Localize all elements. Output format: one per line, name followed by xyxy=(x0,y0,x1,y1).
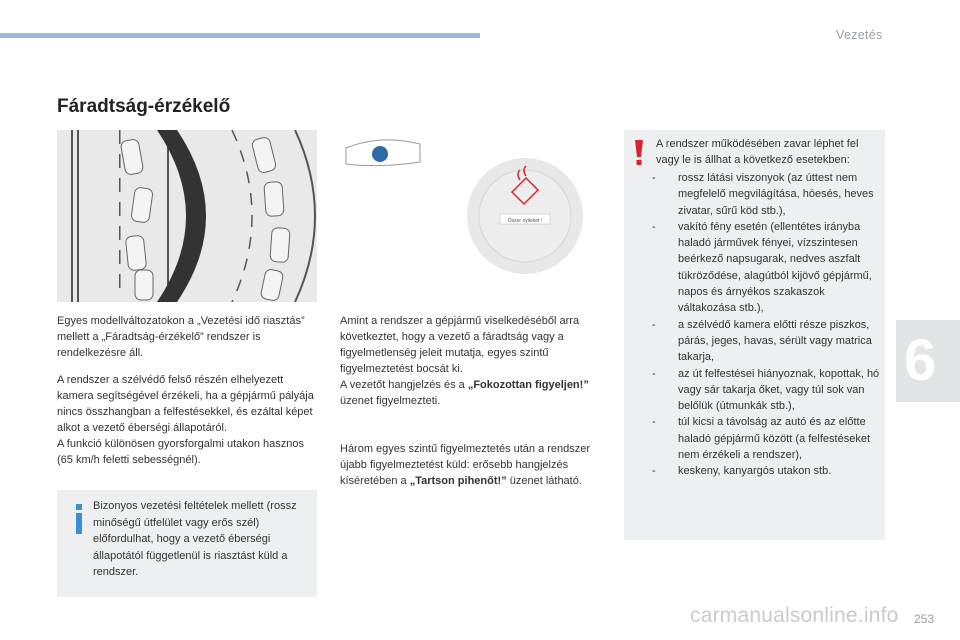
list-item: - túl kicsi a távolság az autó és az előtte haladó gépjármű között (a felfestéseket nem érzékeli a rendszer), xyxy=(652,416,871,462)
list-item: - rossz látási viszonyok (az úttest nem megfelelő megvilágítása, hóesés, heves zivatar, sűrű köd stb.), xyxy=(652,172,874,217)
info-box xyxy=(57,490,317,597)
chapter-number: 6 xyxy=(904,328,937,393)
second-alert-paragraph: Három egyes szintű figyelmeztetés után a rendszer újabb figyelmeztetést küld: erősebb hangjelzés kíséretében a „Tartson pihenőt!” üzenet látható. xyxy=(340,443,591,487)
header-accent-bar xyxy=(0,33,480,38)
alert-paragraph: Amint a rendszer a gépjármű viselkedéséből arra következtet, hogy a vezető a fáradtság vagy a figyelmetlenség jeleit mutatja, egyes szintű figyelmeztetést bocsát ki. A vezetőt hangjelzés és a „Fokozottan figyeljen!” üzenet figyelmezteti. xyxy=(340,315,589,407)
page-number: 253 xyxy=(914,612,935,626)
road-lane-illustration xyxy=(57,130,317,302)
alert-message-2: „Tartson pihenőt!” xyxy=(409,475,507,487)
watermark: carmanualsonline.info xyxy=(690,604,899,627)
warning-box xyxy=(624,130,885,540)
road-drawing xyxy=(57,130,317,302)
dashboard-drawing xyxy=(340,134,615,274)
warning-list xyxy=(652,170,882,480)
alert-message-1: „Fokozottan figyeljen!” xyxy=(467,379,589,391)
display-message: Őszer nyileket ! xyxy=(507,218,543,224)
list-item: - az út felfestései hiányoznak, kopottak, hó vagy sár takarja őket, vagy túl sok van belőlük (útmunkák stb.), xyxy=(652,367,880,413)
section-title: Vezetés xyxy=(836,28,883,42)
info-text: Bizonyos vezetési feltételek mellett (rossz minőségű útfelület vagy erős szél) előfordulhat, hogy a vezető éberségi állapotától függetlenül is riasztást küld a rendszer. xyxy=(93,500,297,578)
list-item: - keskeny, kanyargós utakon stb. xyxy=(652,465,832,478)
exclamation-icon xyxy=(634,140,644,166)
intro-paragraph: Egyes modellváltozatokon a „Vezetési idő riasztás” mellett a „Fáradtság-érzékelő” rendszer is rendelkezésre áll. xyxy=(57,315,305,359)
warning-intro: A rendszer működésében zavar léphet fel vagy le is állhat a következő esetekben: xyxy=(656,138,859,166)
camera-paragraph: A rendszer a szélvédő felső részén elhelyezett kamera segítségével érzékeli, ha a gépjármű pályája nincs összhangban a felfestésekkel, és ezáltal képet alkot a vezető éberségi állapotáról. A funkció különösen gyorsforgalmi utakon hasznos (65 km/h feletti sebességnél). xyxy=(57,374,314,466)
dashboard-alert-illustration xyxy=(340,134,615,274)
list-item: - a szélvédő kamera előtti része piszkos, párás, jeges, havas, sérült vagy matrica takarja, xyxy=(652,318,872,364)
page-title: Fáradtság-érzékelő xyxy=(57,96,231,117)
info-icon xyxy=(71,504,87,534)
list-item: - vakító fény esetén (ellentétes irányba haladó járművek fényei, vízszintesen beérkező napsugarak, nedves aszfalt tükröződése, alagútból kijövő gépjármű, napos és árnyékos szakaszok váltakozása stb.), xyxy=(652,220,872,315)
